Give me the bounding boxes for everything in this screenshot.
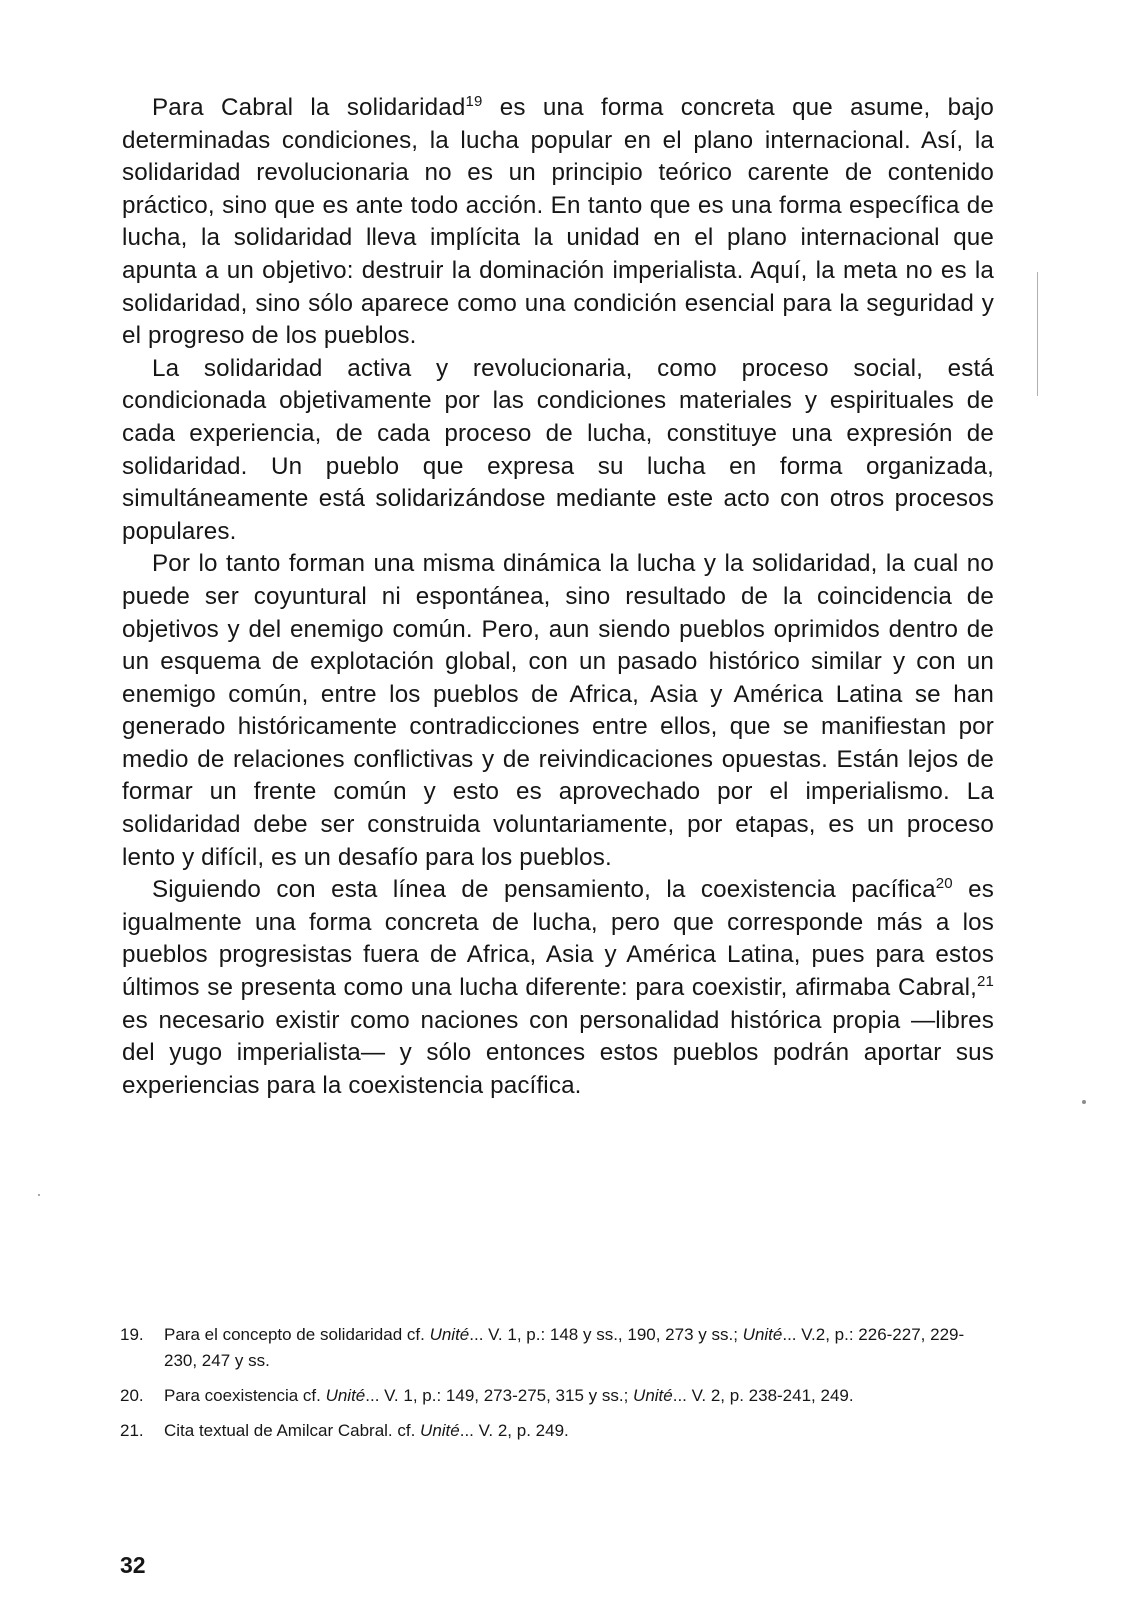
- text-run: Siguiendo con esta línea de pensamiento, la coexistencia pacífica: [152, 876, 936, 904]
- text-run: es necesario existir como naciones con personalidad histórica propia —libres del yugo imperialista— y sólo entonces estos pueblos podrán aportar sus experiencias para la coexistencia pacífica.: [122, 1006, 994, 1099]
- text-run: es una forma concreta que asume, bajo determinadas condiciones, la lucha popular en el plano internacional. Así, la solidaridad revolucionaria no es un principio teórico carente de contenido práctico, sino que es ante todo acción. En tanto que es una forma específica de lucha, la solidaridad lleva implícita la unidad en el plano internacional que apunta a un objetivo: destruir la dominación imperialista. Aquí, la meta no es la solidaridad, sino sólo aparece como una condición esencial para la seguridad y el progreso de los pueblos.: [122, 94, 994, 350]
- footnote-number: 21.: [120, 1421, 144, 1440]
- italic-title: Unité: [325, 1386, 366, 1405]
- footnote-reference: 20: [935, 875, 953, 893]
- text-run: ... V. 2, p. 238-241, 249.: [672, 1386, 854, 1405]
- footnote-reference: 21: [977, 973, 994, 991]
- text-run: La solidaridad activa y revolucionaria, como proceso social, está condicionada objetivamente por las condiciones materiales y espirituales de cada experiencia, de cada proceso de lucha, constituye una expresión de solidaridad. Un pueblo que expresa su lucha en forma organizada, simultáneamente está solidarizándose mediante este acto con otros procesos populares.: [122, 354, 994, 545]
- paragraph: [122, 548, 994, 874]
- footnote: [120, 1322, 980, 1374]
- footnote-number: 20.: [120, 1386, 144, 1405]
- footnote: [120, 1383, 980, 1409]
- text-run: ... V. 1, p.: 148 y ss., 190, 273 y ss.;: [469, 1325, 743, 1344]
- text-run: ... V. 2, p. 249.: [459, 1421, 569, 1440]
- footnote-text: [164, 1322, 980, 1374]
- scan-mark: [1037, 272, 1038, 396]
- paragraph: [122, 92, 994, 353]
- text-run: Por lo tanto forman una misma dinámica la lucha y la solidaridad, la cual no puede ser coyuntural ni espontánea, sino resultado de la coincidencia de objetivos y del enemigo común. Pero, aun siendo pueblos oprimidos dentro de un esquema de explotación global, con un pasado histórico similar y con un enemigo común, entre los pueblos de Africa, Asia y América Latina se han generado históricamente contradicciones entre ellos, que se manifiestan por medio de relaciones conflictivas y de reivindicaciones opuestas. Están lejos de formar un frente común y esto es aprovechado por el imperialismo. La solidaridad debe ser construida voluntariamente, por etapas, es un proceso lento y difícil, es un desafío para los pueblos.: [122, 550, 994, 871]
- footnote: [120, 1418, 980, 1444]
- scan-mark: [38, 1194, 40, 1196]
- italic-title: Unité: [633, 1386, 673, 1405]
- page-number: 32: [120, 1552, 146, 1578]
- footnote-text: [164, 1418, 980, 1444]
- footnote-number: 19.: [120, 1325, 144, 1344]
- footnote-text: [164, 1383, 980, 1409]
- text-run: es igualmente una forma concreta de lucha, pero que corresponde más a los pueblos progresistas fuera de Africa, Asia y América Latina, pues para estos últimos se presenta como una lucha diferente: para coexistir, afirmaba Cabral,: [122, 876, 994, 1002]
- italic-title: Unité: [420, 1421, 460, 1440]
- text-run: ... V.2, p.: 226-227, 229-230, 247 y ss.: [164, 1325, 965, 1370]
- italic-title: Unité: [742, 1325, 783, 1344]
- text-run: Para coexistencia cf.: [164, 1386, 326, 1405]
- text-run: Cita textual de Amilcar Cabral. cf.: [164, 1421, 421, 1440]
- footnotes: [120, 1322, 980, 1453]
- footnote-reference: 19: [465, 93, 483, 110]
- text-run: ... V. 1, p.: 149, 273-275, 315 y ss.;: [365, 1386, 634, 1405]
- italic-title: Unité: [429, 1325, 470, 1344]
- scan-mark: [1082, 1100, 1086, 1104]
- text-run: Para el concepto de solidaridad cf.: [164, 1325, 430, 1344]
- paragraph: [122, 874, 994, 1102]
- paragraph: [122, 353, 994, 549]
- main-text: [122, 92, 994, 1102]
- text-run: Para Cabral la solidaridad: [152, 94, 466, 121]
